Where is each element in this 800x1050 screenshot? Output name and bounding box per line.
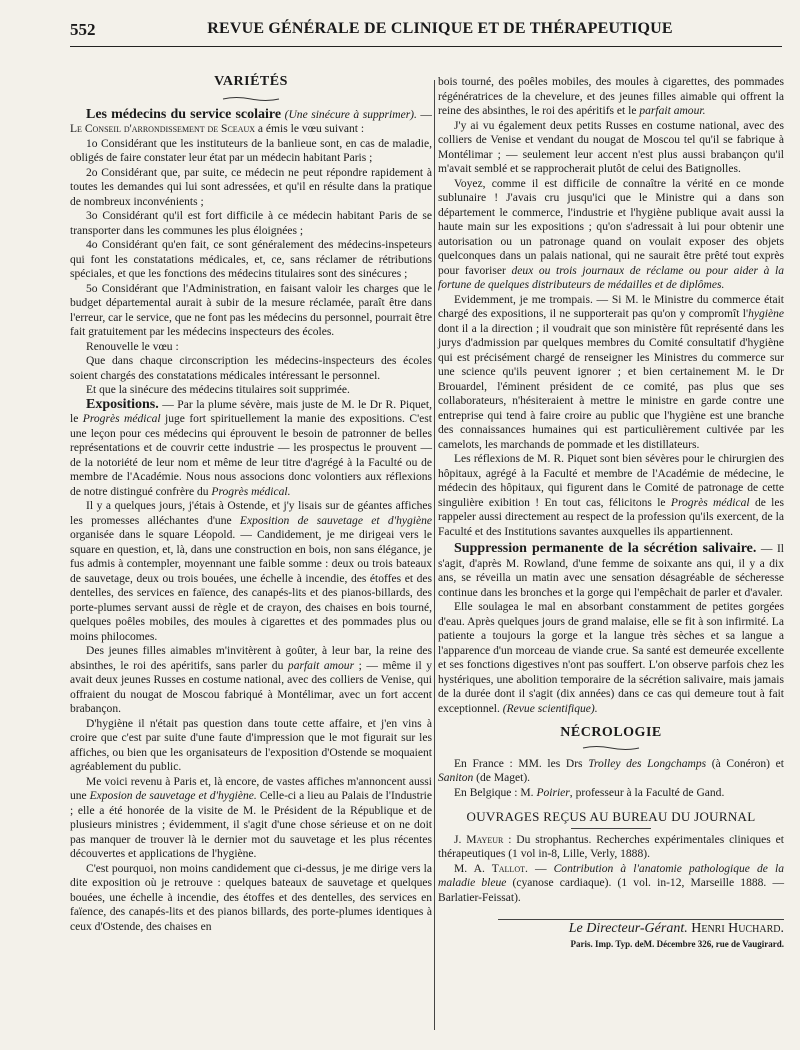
page-number: 552 xyxy=(70,20,96,39)
paragraph: 5o Considérant que l'Administration, en faisant valoir les charges que le budget départemental aurait à subir de la mesure réclamée, paraît être dans l'erreur, car le service, que ne font pas les médecins du personnel, pourrait être fait gratuitement par les médecins inspecteurs des écoles. xyxy=(70,282,432,338)
necrology-france: En France : MM. les Drs Trolley des Longchamps (à Conéron) et Saniton (de Maget). xyxy=(438,757,784,784)
paragraph: 2o Considérant que, par suite, ce médecin ne peut répondre rapidement à toutes les demandes qui lui sont adressées, et qu'il en résulte dans la pratique de nombreux inconvénients ; xyxy=(70,166,432,208)
article-suppression: Suppression permanente de la sécrétion salivaire. — Il s'agit, d'après M. Rowland, d'une femme de soixante ans qui, il y a dix ans, se réveilla un matin avec une sensation désagréable de sécheresse continue dans les bronches et la gorge qui l'empêchait de parler et d'avaler. xyxy=(438,541,784,599)
paragraph: Et que la sinécure des médecins titulaires soit supprimée. xyxy=(86,384,350,396)
paragraph: Que dans chaque circonscription les médecins-inspecteurs des écoles soient chargés des constatations médicales intéressant le personnel. xyxy=(70,355,432,382)
paragraph: 4o Considérant qu'en fait, ce sont généralement des médecins-inspeteurs qui font les constatations médicales, et, ce, sans réclamer de rétributions spéciales, et que les fonctions des médecins titulaires sont des sinécures ; xyxy=(70,239,432,280)
paragraph: Il y a quelques jours, j'étais à Ostende, et j'y lisais sur de géantes affiches les promesses alléchantes d'une Exposition de sauvetage et d'hygiène organisée dans le square Léopold. — Candidement, je me dirigeai vers le square en question, et, là, dans une construction en bois, non sans élégance, je fus admis à contempler, moyennant une faible somme : deux ou trois bateaux de sauvetage, deux ou trois bouées, une échelle à incendie, des étoffes et des dentelles, des services en faïence, des canapés-lits et des pianos-billards, des porte-plumes servant aussi de règle et de crayon, des chaises en bois tourné, quelques poêles mobiles, des moules à cigarettes et des pommades plus ou moins philocomes. xyxy=(70,500,432,643)
paragraph: Elle soulagea le mal en absorbant constamment de petites gorgées d'eau. Après quelques jours de grand malaise, elle se fit à son infirmité. La patiente a toujours la gorge et la langue très sèches et sa langue a l'apparence d'un morceau de viande crue. Sa santé est demeurée excellente et ses fonctions digestives n'ont pas souffert. L'on observe parfois chez les hystériques, une abolition temporaire de la sécrétion salivaire, mais jamais de la durée dont il s'agit (dix années) dans ce cas qui demeure tout à fait exceptionnel. (Revue scientifique). xyxy=(438,601,784,715)
paragraph: Evidemment, je me trompais. — Si M. le Ministre du commerce était chargé des expositions, il ne supporterait pas qu'on y compromît l'hygiène dont il a la direction ; il voudrait que son ministère fût représenté dans les jurys d'admission par quelques membres du Comité consultatif d'hygiène qui est précisément chargé de renseigner les Ministres du commerce sur une science qu'ils peuvent ignorer ; et bien certainement M. le Dr Brouardel, l'éminent président de ce comité, pas plus que ses collaborateurs, n'hésiteraient à mettre le ministre en garde contre une entreprise qui tend à faire croire au public que l'hygiène est une branche des connaissances humaines qui est particulièrement cultivée par les camelots, les marchands de pommade et les distillateurs. xyxy=(438,293,784,451)
necrology-title: NÉCROLOGIE xyxy=(560,725,662,740)
paragraph: 3o Considérant qu'il est fort difficile à ce médecin habitant Paris de se transporter dans les communes les plus éloignées ; xyxy=(70,210,432,237)
paragraph: bois tourné, des poêles mobiles, des moules à cigarettes, des pommades régénératrices de la chevelure, et des jeunes filles aimable qui offrent la reine des absinthes, le roi des apéritifs et le parfait amour. xyxy=(438,76,784,117)
article-intro: Les médecins du service scolaire (Une sinécure à supprimer). — Le Conseil d'arrondissement de Sceaux a émis le vœu suivant : xyxy=(70,106,432,135)
paragraph: Voyez, comme il est difficile de connaître la vérité en ce monde sublunaire ! J'avais cru jusqu'ici que le Ministre qui a dans son département le commerce, l'industrie et l'hygiène publique avait aussi la haute main sur les expositions ; qu'on s'adressait à lui pour obtenir une autorisation ou un patronage quand on voulait exposer des objets quelconques dans un palais national, qui ne saurait être prêté tout exprès pour favoriser deux ou trois journaux de réclame ou pour aider à la fortune de quelques distributeurs de médailles et de diplômes. xyxy=(438,177,784,291)
paragraph: Me voici revenu à Paris et, là encore, de vastes affiches m'annoncent aussi une Exposion de sauvetage et d'hygiène. Celle-ci a lieu au Palais de l'Industrie ; elle a été honorée de la visite de M. le Président de la République et de plusieurs ministres ; évidemment, il s'agit d'une chose sérieuse et on ne doit pas manquer de trouver là le dernier mot du sauvetage et les plus récentes découvertes et applications de l'hygiène. xyxy=(70,775,432,860)
article-expositions: Expositions. — Par la plume sévère, mais juste de M. le Dr R. Piquet, le Progrès médical juge fort spirituellement la manie des expositions. C'est une leçon pour ces médecins qui éprouvent le besoin de patronner de belles représentations et de couvrir cette industrie — les prospectus le prouvent — de la notoriété de leur nom et même de leur titre d'agrégé à la Faculté ou de membre de l'Académie. Nous nous associons donc volontiers aux réflexions de notre distingué confrère du Progrès médical. xyxy=(70,396,432,498)
necrology-belgium: En Belgique : M. Poirier, professeur à la Faculté de Gand. xyxy=(454,786,725,799)
paragraph: D'hygiène il n'était pas question dans toute cette affaire, et j'en vins à croire que c'est par suite d'une faute d'impression que le mot figurait sur les affiches, ou bien que les organisateurs de l'exposition d'Ostende se moquaient agréablement du public. xyxy=(70,717,432,773)
column-rule xyxy=(434,80,435,1030)
ornament-icon xyxy=(221,96,281,102)
paragraph: Renouvelle le vœu : xyxy=(86,340,179,353)
book-entry: J. Mayeur : Du strophantus. Recherches expérimentales cliniques et thérapeutiques (1 vol in-8, Lille, Verly, 1888). xyxy=(438,833,784,860)
page-header xyxy=(70,18,770,42)
books-received-title: OUVRAGES REÇUS AU BUREAU DU JOURNAL xyxy=(438,810,784,829)
paragraph: C'est pourquoi, non moins candidement que ci-dessus, je me dirige vers la dite exposition où je retrouve : quelques bateaux de sauvetage et quelques bouées, une échelle à incendie, des étoffes et des dentelles, des services en faïence, des canapés-lits et des pianos billards, des porte-plumes identiques à ceux d'Ostende, des chaises en xyxy=(70,862,432,933)
running-title: REVUE GÉNÉRALE DE CLINIQUE ET DE THÉRAPEUTIQUE xyxy=(207,20,673,37)
header-rule xyxy=(70,46,782,47)
paragraph: J'y ai vu également deux petits Russes en costume national, avec des colliers de Venise et vendant du nougat de Moscou tel qu'il se fabrique à Montélimar ; — seulement leur accent n'est plus aussi brabançon qu'il m'avait semblé et se rapprocherait plutôt de celui des Batignolles. xyxy=(438,119,784,175)
paragraph: Des jeunes filles aimables m'invitèrent à goûter, à leur bar, la reine des absinthes, le roi des apéritifs, sans parler du parfait amour ; — même il y avait deux jeunes Russes en costume national, avec des colliers de Venise, qui offraient du nougat de Moscou fabriqué à Montélimar, avec un fort accent brabançon. xyxy=(70,645,433,715)
ornament-icon xyxy=(581,745,641,751)
paragraph: Les réflexions de M. R. Piquet sont bien sévères pour le chirurgien des hôpitaux, agrégé à la Faculté et membre de l'Académie de médecine, le médecin des hôpitaux, qui figurent dans le Comité de patronage de cette singulière exibition ! En tout cas, félicitons le Progrès médical de les rappeler aussi directement au respect de la profession qu'ils exercent, de la Faculté et des Institutions savantes auxquelles ils appartiennent. xyxy=(438,453,785,538)
right-column xyxy=(438,75,784,951)
signature: Le Directeur-Gérant. Henri Huchard. xyxy=(438,919,784,937)
paragraph: 1o Considérant que les instituteurs de la banlieue sont, en cas de maladie, obligés de faire constater leur état par un médecin habitant Paris ; xyxy=(70,137,432,164)
section-title: VARIÉTÉS xyxy=(214,74,288,89)
book-entry: M. A. Tallot. — Contribution à l'anatomie pathologique de la maladie bleue (cyanose cardiaque). (1 vol. in-12, Marseille 1888. — Barlatier-Feissat). xyxy=(438,862,784,904)
left-column xyxy=(70,75,432,934)
printer-line: Paris. Imp. Typ. deM. Décembre 326, rue de Vaugirard. xyxy=(570,938,784,949)
